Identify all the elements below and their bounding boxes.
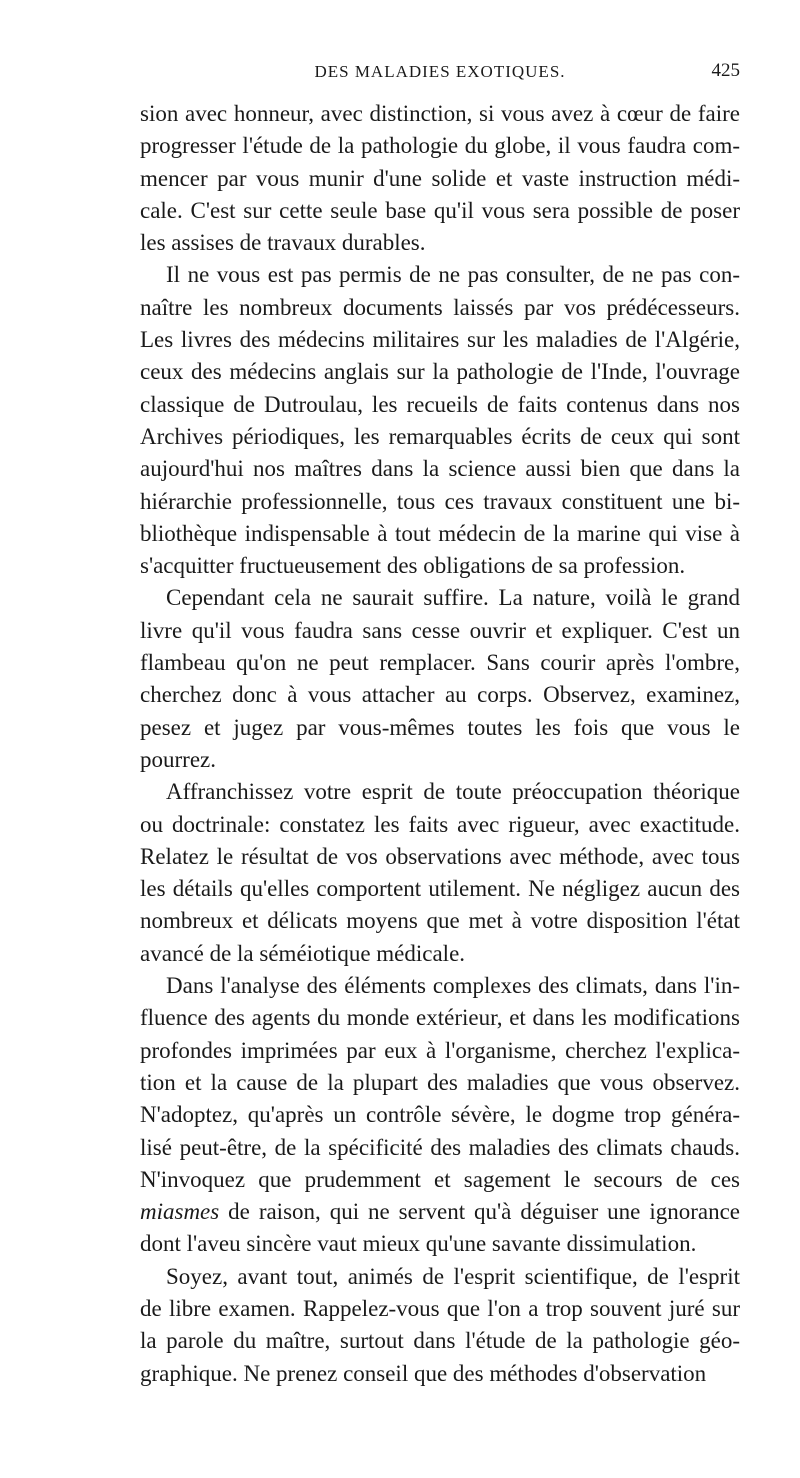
text-line: hiérarchie professionnelle, tous ces travaux constituent une bi-	[140, 488, 740, 514]
text-line: avancé de la séméiotique médicale.	[140, 940, 466, 966]
text-line: ceux des médecins anglais sur la pathologie de l'Inde, l'ouvrage	[140, 359, 740, 385]
page-number: 425	[711, 60, 740, 81]
text-line: miasmes de raison, qui ne servent qu'à déguiser une ignorance	[140, 1199, 740, 1225]
text-line: Dans l'analyse des éléments complexes des climats, dans l'in-	[166, 973, 740, 999]
text-line: fluence des agents du monde extérieur, et dans les modifications	[140, 1005, 740, 1031]
paragraph	[140, 582, 740, 776]
page-header	[140, 60, 740, 90]
text-line: ou doctrinale: constatez les faits avec rigueur, avec exactitude.	[140, 811, 740, 837]
text-line: Cependant cela ne saurait suffire. La nature, voilà le grand	[166, 585, 740, 611]
text-line: pourrez.	[140, 746, 216, 772]
text-line: nombreux et délicats moyens que met à votre disposition l'état	[140, 908, 740, 934]
text-line: bliothèque indispensable à tout médecin de la marine qui vise à	[140, 520, 740, 546]
text-line: graphique. Ne prenez conseil que des méthodes d'observation	[140, 1360, 707, 1386]
text-line: mencer par vous munir d'une solide et vaste instruction médi-	[140, 165, 740, 191]
text-line: cale. C'est sur cette seule base qu'il vous sera possible de poser	[140, 197, 740, 223]
text-line: s'acquitter fructueusement des obligations de sa profession.	[140, 553, 686, 579]
text-line: cherchez donc à vous attacher au corps. Observez, examinez,	[140, 682, 740, 708]
text-line: profondes imprimées par eux à l'organisme, cherchez l'explica-	[140, 1037, 740, 1063]
text-line: de libre examen. Rappelez-vous que l'on a trop souvent juré sur	[140, 1295, 740, 1321]
text-line: pesez et jugez par vous-mêmes toutes les fois que vous le	[140, 714, 740, 740]
text-line: lisé peut-être, de la spécificité des maladies des climats chauds.	[140, 1134, 740, 1160]
text-line: naître les nombreux documents laissés par vos prédécesseurs.	[140, 294, 740, 320]
text-line: Soyez, avant tout, animés de l'esprit scientifique, de l'esprit	[166, 1263, 740, 1289]
text-line: Affranchissez votre esprit de toute préoccupation théorique	[166, 779, 740, 805]
text-line: progresser l'étude de la pathologie du globe, il vous faudra com-	[140, 133, 740, 159]
text-line: flambeau qu'on ne peut remplacer. Sans courir après l'ombre,	[140, 650, 740, 676]
text-line: aujourd'hui nos maîtres dans la science aussi bien que dans la	[140, 456, 740, 482]
text-line: tion et la cause de la plupart des maladies que vous observez.	[140, 1069, 740, 1095]
text-line: N'invoquez que prudemment et sagement le secours de ces	[140, 1166, 740, 1192]
text-line: livre qu'il vous faudra sans cesse ouvrir et expliquer. C'est un	[140, 617, 740, 643]
paragraph	[140, 970, 740, 1261]
text-line: les assises de travaux durables.	[140, 230, 426, 256]
paragraph	[140, 259, 740, 582]
paragraph	[140, 1261, 740, 1390]
running-head: DES MALADIES EXOTIQUES.	[314, 62, 566, 81]
text-line: Relatez le résultat de vos observations avec méthode, avec tous	[140, 843, 740, 869]
text-line: la parole du maître, surtout dans l'étude de la pathologie géo-	[140, 1328, 740, 1354]
text-line: sion avec honneur, avec distinction, si vous avez à cœur de faire	[140, 101, 740, 126]
text-line: Les livres des médecins militaires sur les maladies de l'Algérie,	[140, 327, 740, 353]
paragraph	[140, 98, 740, 259]
text-line: classique de Dutroulau, les recueils de faits contenus dans nos	[140, 391, 740, 417]
text-line: N'adoptez, qu'après un contrôle sévère, le dogme trop généra-	[140, 1102, 740, 1128]
text-line: Archives périodiques, les remarquables écrits de ceux qui sont	[140, 423, 740, 449]
text-line: dont l'aveu sincère vaut mieux qu'une savante dissimulation.	[140, 1231, 697, 1257]
paragraph	[140, 776, 740, 970]
text-line: les détails qu'elles comportent utilement. Ne négligez aucun des	[140, 876, 740, 902]
text-line: Il ne vous est pas permis de ne pas consulter, de ne pas con-	[166, 262, 740, 288]
body-text	[140, 98, 740, 1390]
